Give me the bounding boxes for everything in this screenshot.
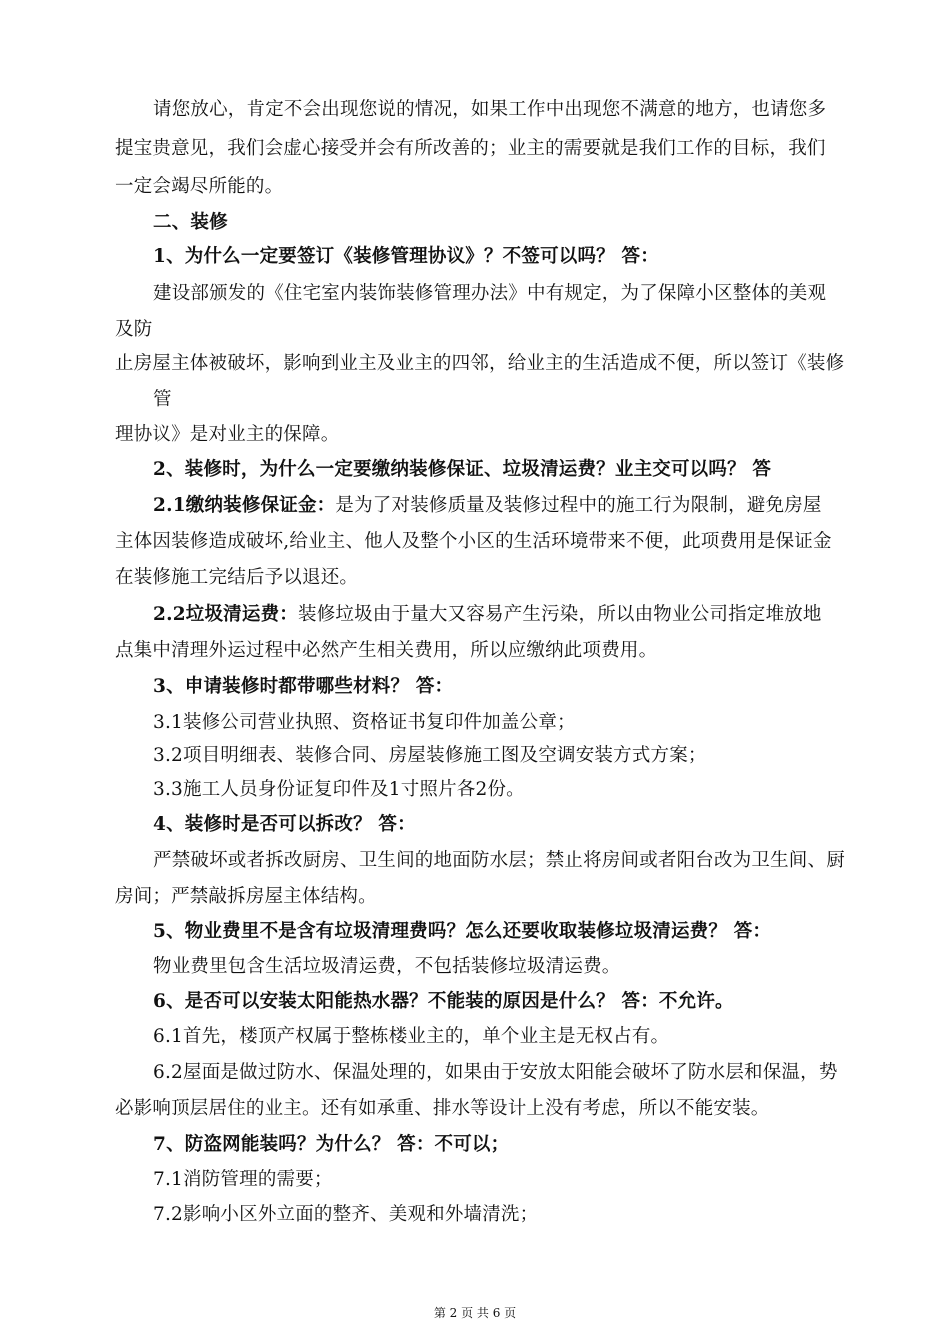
list-item: 3.1装修公司营业执照、资格证书复印件加盖公章； bbox=[153, 712, 576, 733]
question-heading: 7、防盗网能装吗？为什么？ 答：不可以； bbox=[153, 1134, 510, 1155]
paragraph-line: 严禁破坏或者拆改厨房、卫生间的地面防水层；禁止将房间或者阳台改为卫生间、厨 bbox=[153, 850, 845, 871]
paragraph-line: 止房屋主体被破坏，影响到业主及业主的四邻，给业主的生活造成不便，所以签订《装修 bbox=[115, 353, 845, 374]
list-item: 6.1首先，楼顶产权属于整栋楼业主的，单个业主是无权占有。 bbox=[153, 1026, 670, 1047]
list-item: 7.1消防管理的需要； bbox=[153, 1169, 333, 1190]
paragraph-line: 物业费里包含生活垃圾清运费，不包括装修垃圾清运费。 bbox=[153, 956, 621, 977]
paragraph-line bbox=[153, 603, 822, 627]
question-heading: 6、是否可以安装太阳能热水器？不能装的原因是什么？ 答：不允许。 bbox=[153, 991, 734, 1012]
paragraph-line: 提宝贵意见，我们会虚心接受并会有所改善的；业主的需要就是我们工作的目标，我们 bbox=[115, 138, 826, 159]
list-item: 6.2屋面是做过防水、保温处理的，如果由于安放太阳能会破坏了防水层和保温，势 bbox=[153, 1062, 838, 1083]
paragraph-line: 请您放心，肯定不会出现您说的情况，如果工作中出现您不满意的地方，也请您多 bbox=[153, 99, 827, 120]
list-item: 7.2影响小区外立面的整齐、美观和外墙清洗； bbox=[153, 1204, 539, 1225]
paragraph-line: 必影响顶层居住的业主。还有如承重、排水等设计上没有考虑，所以不能安装。 bbox=[115, 1098, 770, 1119]
paragraph-line: 在装修施工完结后予以退还。 bbox=[115, 567, 359, 588]
inline-term: 2.1缴纳装修保证金： bbox=[153, 495, 336, 516]
inline-term: 2.2垃圾清运费： bbox=[153, 604, 298, 625]
question-heading: 4、装修时是否可以拆改？ 答： bbox=[153, 814, 416, 835]
inline-text: 是为了对装修质量及装修过程中的施工行为限制，避免房屋 bbox=[335, 495, 822, 516]
question-heading: 3、申请装修时都带哪些材料？ 答： bbox=[153, 676, 454, 697]
list-item: 3.3施工人员身份证复印件及1寸照片各2份。 bbox=[153, 779, 525, 800]
paragraph-line: 建设部颁发的《住宅室内装饰装修管理办法》中有规定，为了保障小区整体的美观 bbox=[153, 283, 827, 304]
question-heading: 1、为什么一定要签订《装修管理协议》？不签可以吗？ 答： bbox=[153, 246, 659, 267]
question-heading: 2、装修时，为什么一定要缴纳装修保证、垃圾清运费？业主交可以吗？ 答 bbox=[153, 459, 772, 480]
paragraph-line: 一定会竭尽所能的。 bbox=[115, 176, 284, 197]
paragraph-line: 房间；严禁敲拆房屋主体结构。 bbox=[115, 886, 377, 907]
paragraph-line bbox=[153, 494, 822, 518]
section-heading: 二、装修 bbox=[153, 212, 228, 233]
page-footer: 第 2 页 共 6 页 bbox=[433, 1306, 517, 1320]
paragraph-line: 理协议》是对业主的保障。 bbox=[115, 424, 340, 445]
list-item: 3.2项目明细表、装修合同、房屋装修施工图及空调安装方式方案； bbox=[153, 745, 707, 766]
paragraph-line: 点集中清理外运过程中必然产生相关费用，所以应缴纳此项费用。 bbox=[115, 640, 658, 661]
paragraph-line: 主体因装修造成破坏,给业主、他人及整个小区的生活环境带来不便，此项费用是保证金 bbox=[115, 531, 832, 552]
question-heading: 5、物业费里不是含有垃圾清理费吗？怎么还要收取装修垃圾清运费？ 答： bbox=[153, 921, 772, 942]
paragraph-line: 及防 bbox=[115, 319, 153, 340]
paragraph-line: 管 bbox=[153, 389, 172, 410]
inline-text: 装修垃圾由于量大又容易产生污染，所以由物业公司指定堆放地 bbox=[298, 604, 822, 625]
